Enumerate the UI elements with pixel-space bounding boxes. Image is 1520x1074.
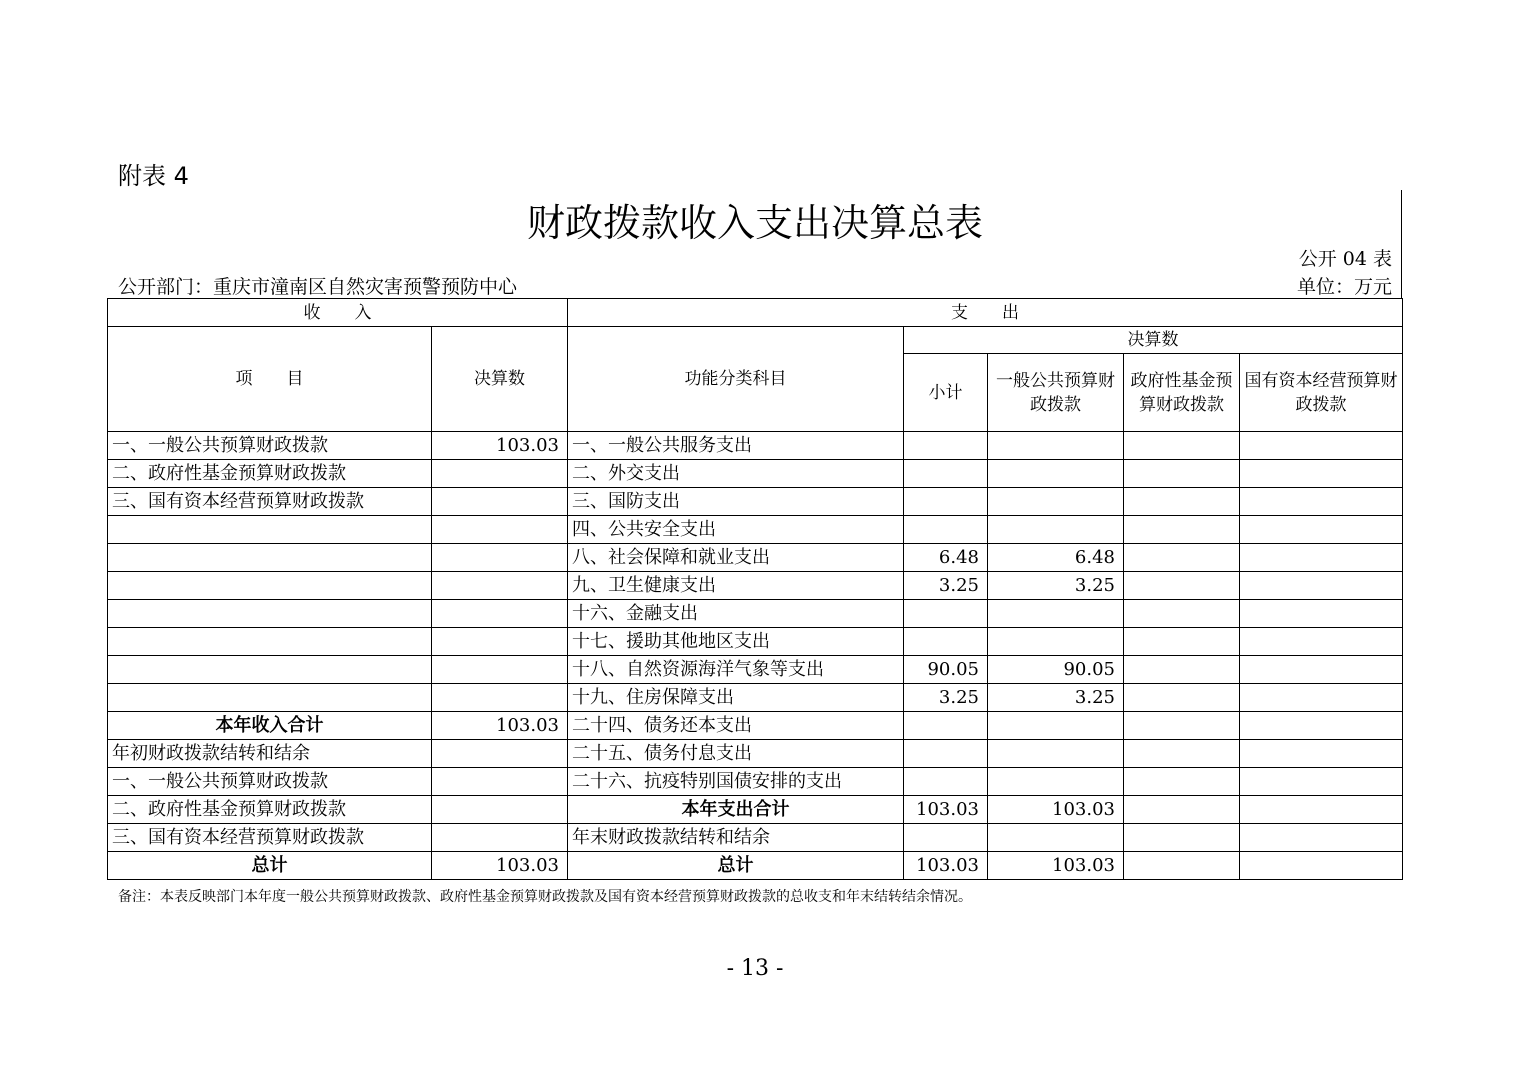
cell-general: 3.25 bbox=[988, 684, 1124, 712]
cell-subtotal: 3.25 bbox=[904, 684, 988, 712]
cell-subtotal: 3.25 bbox=[904, 572, 988, 600]
table-row bbox=[108, 740, 1403, 768]
cell-general bbox=[988, 460, 1124, 488]
cell-subtotal bbox=[904, 824, 988, 852]
table-row bbox=[108, 516, 1403, 544]
cell-general bbox=[988, 768, 1124, 796]
cell-state bbox=[1240, 740, 1403, 768]
cell-state bbox=[1240, 460, 1403, 488]
col-general-header: 一般公共预算财政拨款 bbox=[988, 354, 1124, 432]
col-subtotal-header: 小计 bbox=[904, 354, 988, 432]
cell-function: 二、外交支出 bbox=[568, 460, 904, 488]
table-row bbox=[108, 628, 1403, 656]
cell-item: 一、一般公共预算财政拨款 bbox=[108, 432, 432, 460]
cell-state bbox=[1240, 852, 1403, 880]
cell-function: 一、一般公共服务支出 bbox=[568, 432, 904, 460]
cell-general: 3.25 bbox=[988, 572, 1124, 600]
cell-state bbox=[1240, 544, 1403, 572]
table-row bbox=[108, 768, 1403, 796]
cell-function: 本年支出合计 bbox=[568, 796, 904, 824]
cell-state bbox=[1240, 684, 1403, 712]
cell-subtotal bbox=[904, 628, 988, 656]
cell-general bbox=[988, 600, 1124, 628]
cell-fund bbox=[1124, 768, 1240, 796]
cell-subtotal bbox=[904, 712, 988, 740]
page-title: 财政拨款收入支出决算总表 bbox=[526, 201, 983, 245]
cell-subtotal bbox=[904, 740, 988, 768]
cell-function: 九、卫生健康支出 bbox=[568, 572, 904, 600]
cell-function: 二十六、抗疫特别国债安排的支出 bbox=[568, 768, 904, 796]
footnote: 备注：本表反映部门本年度一般公共预算财政拨款、政府性基金预算财政拨款及国有资本经营预算财政拨款的总收支和年末结转结余情况。 bbox=[118, 889, 972, 905]
cell-function: 年末财政拨款结转和结余 bbox=[568, 824, 904, 852]
cell-fund bbox=[1124, 628, 1240, 656]
cell-function: 四、公共安全支出 bbox=[568, 516, 904, 544]
cell-item: 三、国有资本经营预算财政拨款 bbox=[108, 824, 432, 852]
cell-fund bbox=[1124, 432, 1240, 460]
cell-amount bbox=[432, 516, 568, 544]
cell-state bbox=[1240, 572, 1403, 600]
cell-fund bbox=[1124, 516, 1240, 544]
table-row bbox=[108, 852, 1403, 880]
col-fund-header: 政府性基金预算财政拨款 bbox=[1124, 354, 1240, 432]
department-label: 公开部门：重庆市潼南区自然灾害预警预防中心 bbox=[118, 276, 518, 298]
cell-state bbox=[1240, 796, 1403, 824]
cell-subtotal bbox=[904, 516, 988, 544]
cell-state bbox=[1240, 824, 1403, 852]
cell-fund bbox=[1124, 824, 1240, 852]
cell-amount bbox=[432, 684, 568, 712]
cell-amount bbox=[432, 740, 568, 768]
cell-subtotal bbox=[904, 460, 988, 488]
cell-item: 一、一般公共预算财政拨款 bbox=[108, 768, 432, 796]
cell-fund bbox=[1124, 600, 1240, 628]
cell-state bbox=[1240, 516, 1403, 544]
cell-subtotal bbox=[904, 488, 988, 516]
cell-fund bbox=[1124, 712, 1240, 740]
col-function-header: 功能分类科目 bbox=[568, 327, 904, 432]
attachment-label: 附表 4 bbox=[118, 162, 189, 190]
cell-function: 十九、住房保障支出 bbox=[568, 684, 904, 712]
cell-item: 二、政府性基金预算财政拨款 bbox=[108, 460, 432, 488]
col-item-header: 项 目 bbox=[108, 327, 432, 432]
cell-item bbox=[108, 600, 432, 628]
table-row bbox=[108, 544, 1403, 572]
cell-amount bbox=[432, 656, 568, 684]
cell-subtotal bbox=[904, 768, 988, 796]
cell-function: 十六、金融支出 bbox=[568, 600, 904, 628]
cell-subtotal bbox=[904, 600, 988, 628]
cell-state bbox=[1240, 488, 1403, 516]
unit-label: 单位：万元 bbox=[1296, 276, 1392, 298]
cell-item bbox=[108, 628, 432, 656]
cell-state bbox=[1240, 432, 1403, 460]
cell-amount bbox=[432, 572, 568, 600]
cell-amount: 103.03 bbox=[432, 852, 568, 880]
cell-state bbox=[1240, 712, 1403, 740]
cell-general: 103.03 bbox=[988, 796, 1124, 824]
cell-state bbox=[1240, 628, 1403, 656]
page-number: - 13 - bbox=[726, 956, 784, 981]
expense-header: 支 出 bbox=[568, 299, 1403, 327]
cell-fund bbox=[1124, 544, 1240, 572]
cell-amount: 103.03 bbox=[432, 712, 568, 740]
table-row bbox=[108, 488, 1403, 516]
table-row bbox=[108, 684, 1403, 712]
cell-subtotal: 103.03 bbox=[904, 852, 988, 880]
cell-amount bbox=[432, 600, 568, 628]
cell-amount bbox=[432, 544, 568, 572]
cell-fund bbox=[1124, 460, 1240, 488]
income-header: 收 入 bbox=[108, 299, 568, 327]
cell-amount bbox=[432, 488, 568, 516]
cell-function: 十七、援助其他地区支出 bbox=[568, 628, 904, 656]
cell-general: 103.03 bbox=[988, 852, 1124, 880]
cell-item: 总计 bbox=[108, 852, 432, 880]
table-number: 公开 04 表 bbox=[1298, 248, 1392, 270]
table-row bbox=[108, 460, 1403, 488]
cell-state bbox=[1240, 656, 1403, 684]
cell-function: 二十五、债务付息支出 bbox=[568, 740, 904, 768]
cell-fund bbox=[1124, 796, 1240, 824]
budget-table bbox=[107, 298, 1403, 880]
cell-function: 二十四、债务还本支出 bbox=[568, 712, 904, 740]
col-state-header: 国有资本经营预算财政拨款 bbox=[1240, 354, 1403, 432]
cell-state bbox=[1240, 768, 1403, 796]
cell-fund bbox=[1124, 684, 1240, 712]
cell-amount bbox=[432, 796, 568, 824]
cell-amount bbox=[432, 628, 568, 656]
cell-amount bbox=[432, 460, 568, 488]
cell-function: 总计 bbox=[568, 852, 904, 880]
cell-item bbox=[108, 516, 432, 544]
cell-general bbox=[988, 516, 1124, 544]
cell-fund bbox=[1124, 656, 1240, 684]
cell-state bbox=[1240, 600, 1403, 628]
cell-fund bbox=[1124, 740, 1240, 768]
table-row bbox=[108, 824, 1403, 852]
cell-item bbox=[108, 544, 432, 572]
cell-item: 年初财政拨款结转和结余 bbox=[108, 740, 432, 768]
cell-function: 十八、自然资源海洋气象等支出 bbox=[568, 656, 904, 684]
cell-item bbox=[108, 684, 432, 712]
table-row bbox=[108, 712, 1403, 740]
cell-amount: 103.03 bbox=[432, 432, 568, 460]
cell-fund bbox=[1124, 572, 1240, 600]
cell-subtotal: 6.48 bbox=[904, 544, 988, 572]
cell-item bbox=[108, 572, 432, 600]
col-amount-header: 决算数 bbox=[432, 327, 568, 432]
cell-subtotal bbox=[904, 432, 988, 460]
cell-fund bbox=[1124, 488, 1240, 516]
cell-general: 90.05 bbox=[988, 656, 1124, 684]
table-row bbox=[108, 656, 1403, 684]
cell-subtotal: 90.05 bbox=[904, 656, 988, 684]
table-row bbox=[108, 572, 1403, 600]
right-rule-line bbox=[1401, 190, 1402, 298]
cell-general bbox=[988, 824, 1124, 852]
cell-general bbox=[988, 712, 1124, 740]
table-row bbox=[108, 600, 1403, 628]
cell-item: 本年收入合计 bbox=[108, 712, 432, 740]
cell-amount bbox=[432, 768, 568, 796]
cell-item: 二、政府性基金预算财政拨款 bbox=[108, 796, 432, 824]
cell-item: 三、国有资本经营预算财政拨款 bbox=[108, 488, 432, 516]
cell-general bbox=[988, 740, 1124, 768]
cell-subtotal: 103.03 bbox=[904, 796, 988, 824]
cell-function: 三、国防支出 bbox=[568, 488, 904, 516]
cell-general bbox=[988, 628, 1124, 656]
cell-general bbox=[988, 488, 1124, 516]
cell-function: 八、社会保障和就业支出 bbox=[568, 544, 904, 572]
table-row bbox=[108, 432, 1403, 460]
col-group-header: 决算数 bbox=[904, 327, 1403, 354]
cell-item bbox=[108, 656, 432, 684]
cell-amount bbox=[432, 824, 568, 852]
cell-fund bbox=[1124, 852, 1240, 880]
cell-general bbox=[988, 432, 1124, 460]
table-row bbox=[108, 796, 1403, 824]
cell-general: 6.48 bbox=[988, 544, 1124, 572]
